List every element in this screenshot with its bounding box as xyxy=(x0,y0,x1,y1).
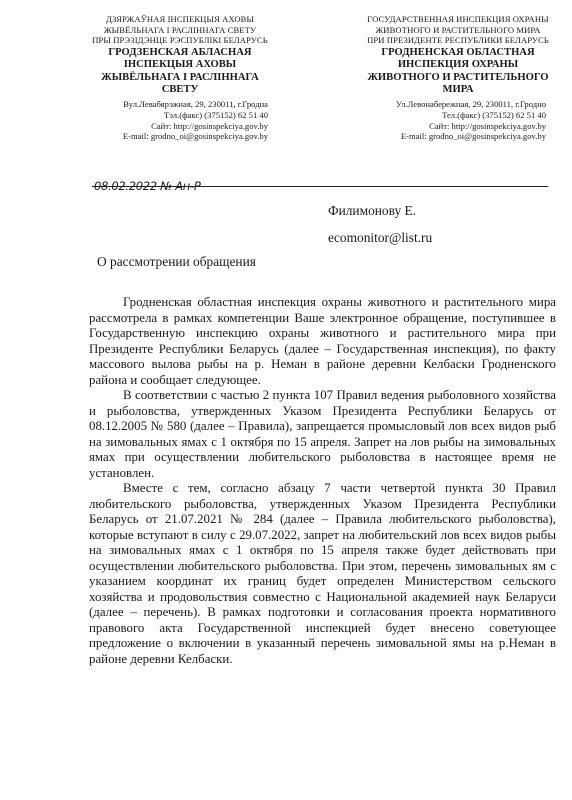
website: Сайт: http://gosinspekciya.gov.by xyxy=(151,120,268,131)
phone: Тэл.(факс) (375152) 62 51 40 xyxy=(164,110,268,120)
office-name xyxy=(80,47,280,97)
office-name-line: ЖЫВЁЛЬНАГА І РАСЛІННАГА xyxy=(101,71,259,83)
org-name-line: ДЗЯРЖАЎНАЯ ІНСПЕКЦЫЯ АХОВЫ xyxy=(105,14,255,24)
letterhead-russian xyxy=(358,14,558,142)
addressee-email: ecomonitor@list.ru xyxy=(328,230,433,245)
subject-line: О рассмотрении обращения xyxy=(97,254,256,269)
address: Ул.Левонабережная, 29, 230011, г.Гродно xyxy=(395,99,546,110)
email: E-mail: grodno_oi@gosinspekciya.gov.by xyxy=(400,131,546,142)
office-name-line: ГРОДНЕНСКАЯ ОБЛАСТНАЯ xyxy=(381,46,535,58)
website: Сайт: http://gosinspekciya.gov.by xyxy=(429,120,546,131)
contact-block xyxy=(358,99,558,141)
office-name-line: ГРОДЗЕНСКАЯ АБЛАСНАЯ xyxy=(108,46,252,58)
office-name xyxy=(358,47,558,97)
office-name-line: ІНСПЕКЦЫЯ АХОВЫ xyxy=(123,59,237,71)
paragraph: Гродненская областная инспекция охраны животного и растительного мира рассмотрела в рамках компетенции Ваше электронное обращение, поступившее в Государственную инспекцию охраны животного и растительного мира при Президенте Республики Беларусь (далее – Государственная инспекция), по факту массового вылова рыбы на р. Неман в районе деревни Келбаски Гродненского района и сообщает следующее. xyxy=(89,295,556,387)
org-name-line: ПРЫ ПРЭЗІДЭНЦЕ РЭСПУБЛІКІ БЕЛАРУСЬ xyxy=(92,35,268,46)
paragraph: В соответствии с частью 2 пункта 107 Правил ведения рыболовного хозяйства и рыболовства, утвержденных Указом Президента Республики Беларусь от 08.12.2005 № 580 (далее – Правила), запрещается промысловый лов всех видов рыб на зимовальных ямах с 1 октября по 15 апреля. Запрет на лов рыбы на зимовальных ямах при осуществлении любительского рыболовства в настоящее время не установлен. xyxy=(89,388,556,480)
divider xyxy=(92,186,548,187)
addressee-name: Филимонову Е. xyxy=(328,203,417,218)
office-name-line: СВЕТУ xyxy=(161,84,199,95)
org-name-line: ЖЫВЁЛЬНАГА І РАСЛІННАГА СВЕТУ xyxy=(103,24,257,35)
org-name-line: ЖИВОТНОГО И РАСТИТЕЛЬНОГО МИРА xyxy=(375,24,541,35)
contact-block xyxy=(80,99,280,141)
phone: Тел.(факс) (375152) 62 51 40 xyxy=(442,110,546,120)
office-name-line: ИНСПЕКЦИЯ ОХРАНЫ xyxy=(397,59,519,71)
letterhead-belarusian xyxy=(80,14,280,142)
email: E-mail: grodno_oi@gosinspekciya.gov.by xyxy=(122,131,268,142)
office-name-line: МИРА xyxy=(442,84,474,95)
paragraph: Вместе с тем, согласно абзацу 7 части четвертой пункта 30 Правил любительского рыболовства, утвержденных Указом Президента Республики Беларусь от 21.07.2021 № 284 (далее – Правила любительского рыболовства), которые вступают в силу с 29.07.2022, запрет на любительский лов всех видов рыбы на зимовальных ямах с 1 октября по 15 апреля также будет действовать при осуществлении любительского рыболовства. При этом, перечень зимовальных ям с указанием координат их границ будет определен Министерством сельского хозяйства и продовольствия совместно с Национальной академией наук Беларуси (далее – перечень). В рамках подготовки и согласования проекта нормативного правового акта Государственной инспекцией будет внесено советующее предложение о включении в указанный перечень зимовальной ямы на р.Неман в районе деревни Келбаски. xyxy=(89,481,556,666)
office-name-line: ЖИВОТНОГО И РАСТИТЕЛЬНОГО xyxy=(367,71,549,83)
org-name-line: ПРИ ПРЕЗИДЕНТЕ РЕСПУБЛИКИ БЕЛАРУСЬ xyxy=(367,35,549,46)
letter-body xyxy=(89,295,556,667)
address: Вул.Левабярэжная, 29, 230011, г.Гродна xyxy=(123,99,268,110)
reference-number: 08.02.2022 № Ан-Р xyxy=(94,179,201,193)
org-name-line: ГОСУДАРСТВЕННАЯ ИНСПЕКЦИЯ ОХРАНЫ xyxy=(367,14,549,24)
